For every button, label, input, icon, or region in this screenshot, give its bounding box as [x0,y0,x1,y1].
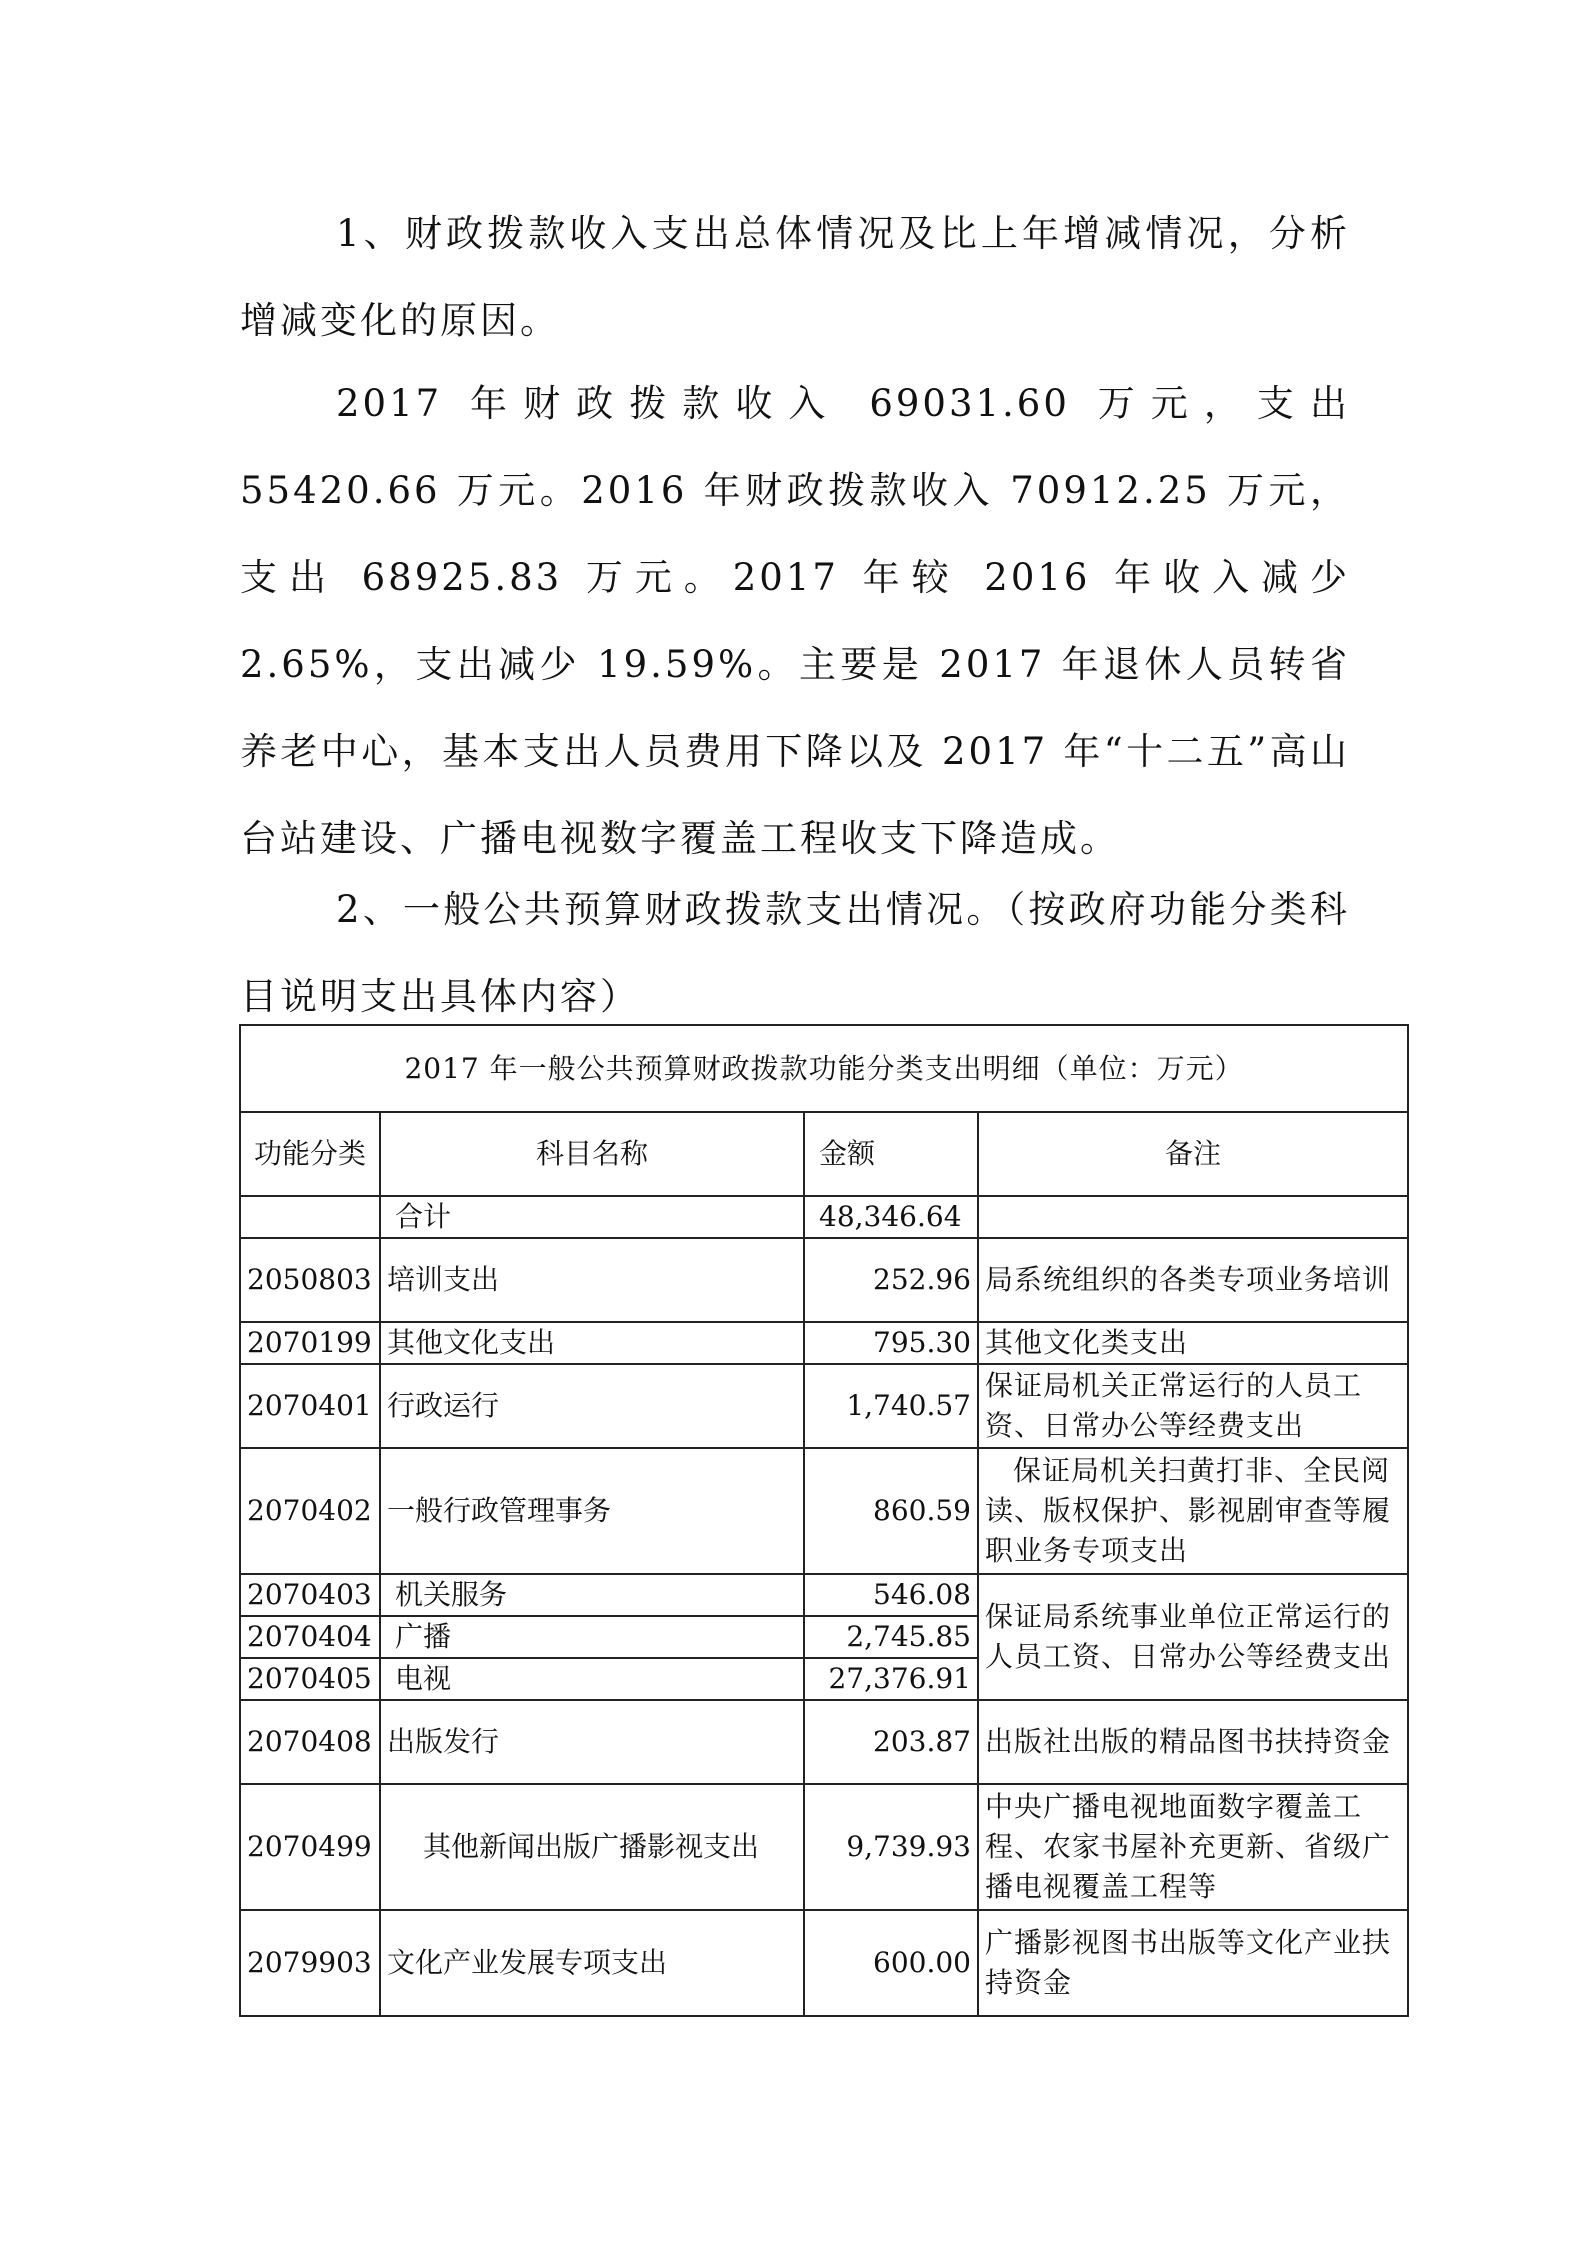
section-1-body [240,360,1350,882]
row-name: 文化产业发展专项支出 [380,1910,804,2016]
total-name: 合计 [380,1196,804,1238]
row-amount: 546.08 [804,1574,978,1616]
row-name: 其他文化支出 [380,1322,804,1364]
row-amount: 9,739.93 [804,1784,978,1910]
row-code: 2070401 [240,1364,380,1448]
expenditure-table [239,1024,1409,2017]
row-amount: 2,745.85 [804,1616,978,1658]
table-row [240,1448,1408,1574]
row-name: 一般行政管理事务 [380,1448,804,1574]
table-row [240,1364,1408,1448]
table-title: 2017 年一般公共预算财政拨款功能分类支出明细（单位：万元） [240,1025,1408,1112]
total-amount: 48,346.64 [804,1196,978,1238]
row-name: 广播 [380,1616,804,1658]
row-note: 广播影视图书出版等文化产业扶持资金 [978,1910,1408,2016]
row-code: 2050803 [240,1238,380,1322]
table-row [240,1700,1408,1784]
row-name: 其他新闻出版广播影视支出 [380,1784,804,1910]
row-note: 中央广播电视地面数字覆盖工程、农家书屋补充更新、省级广播电视覆盖工程等 [978,1784,1408,1910]
row-amount: 860.59 [804,1448,978,1574]
row-code: 2070405 [240,1658,380,1700]
table-row [240,1910,1408,2016]
table-row [240,1784,1408,1910]
row-amount: 27,376.91 [804,1658,978,1700]
row-note: 局系统组织的各类专项业务培训 [978,1238,1408,1322]
row-name: 行政运行 [380,1364,804,1448]
row-amount: 252.96 [804,1238,978,1322]
row-amount: 795.30 [804,1322,978,1364]
section-2-heading [240,866,1350,1040]
row-note-merged: 保证局系统事业单位正常运行的人员工资、日常办公等经费支出 [978,1574,1408,1700]
row-amount: 600.00 [804,1910,978,2016]
header-code: 功能分类 [240,1112,380,1196]
table-row [240,1238,1408,1322]
row-code: 2079903 [240,1910,380,2016]
row-code: 2070403 [240,1574,380,1616]
row-name: 电视 [380,1658,804,1700]
row-name: 机关服务 [380,1574,804,1616]
section-1-text: 1、财政拨款收入支出总体情况及比上年增减情况，分析增减变化的原因。 [240,212,1350,342]
row-code: 2070404 [240,1616,380,1658]
header-note: 备注 [978,1112,1408,1196]
section-2-text: 2、一般公共预算财政拨款支出情况。（按政府功能分类科目说明支出具体内容） [240,888,1350,1018]
header-name: 科目名称 [380,1112,804,1196]
row-code: 2070499 [240,1784,380,1910]
row-name: 培训支出 [380,1238,804,1322]
table-header-row [240,1112,1408,1196]
row-note: 保证局机关扫黄打非、全民阅读、版权保护、影视剧审查等履职业务专项支出 [978,1448,1408,1574]
table-row-total [240,1196,1408,1238]
total-code [240,1196,380,1238]
row-code: 2070408 [240,1700,380,1784]
header-amount: 金额 [804,1112,978,1196]
row-code: 2070199 [240,1322,380,1364]
table-row [240,1322,1408,1364]
row-note: 保证局机关正常运行的人员工资、日常办公等经费支出 [978,1364,1408,1448]
row-name: 出版发行 [380,1700,804,1784]
total-note [978,1196,1408,1238]
section-1-body-text: 2017 年财政拨款收入 69031.60 万元，支出 55420.66 万元。2016 年财政拨款收入 70912.25 万元，支出 68925.83 万元。2017 年较 2016 年收入减少 2.65%，支出减少 19.59%。主要是 2017 年退休人员转省养老中心，基本支出人员费用下降以及 2017 年“十二五”高山台站建设、广播电视数字覆盖工程收支下降造成。 [240,382,1350,860]
table-row [240,1574,1408,1616]
row-code: 2070402 [240,1448,380,1574]
row-amount: 1,740.57 [804,1364,978,1448]
row-note: 出版社出版的精品图书扶持资金 [978,1700,1408,1784]
row-note: 其他文化类支出 [978,1322,1408,1364]
table-title-row [240,1025,1408,1112]
section-1-heading [240,190,1350,364]
row-amount: 203.87 [804,1700,978,1784]
